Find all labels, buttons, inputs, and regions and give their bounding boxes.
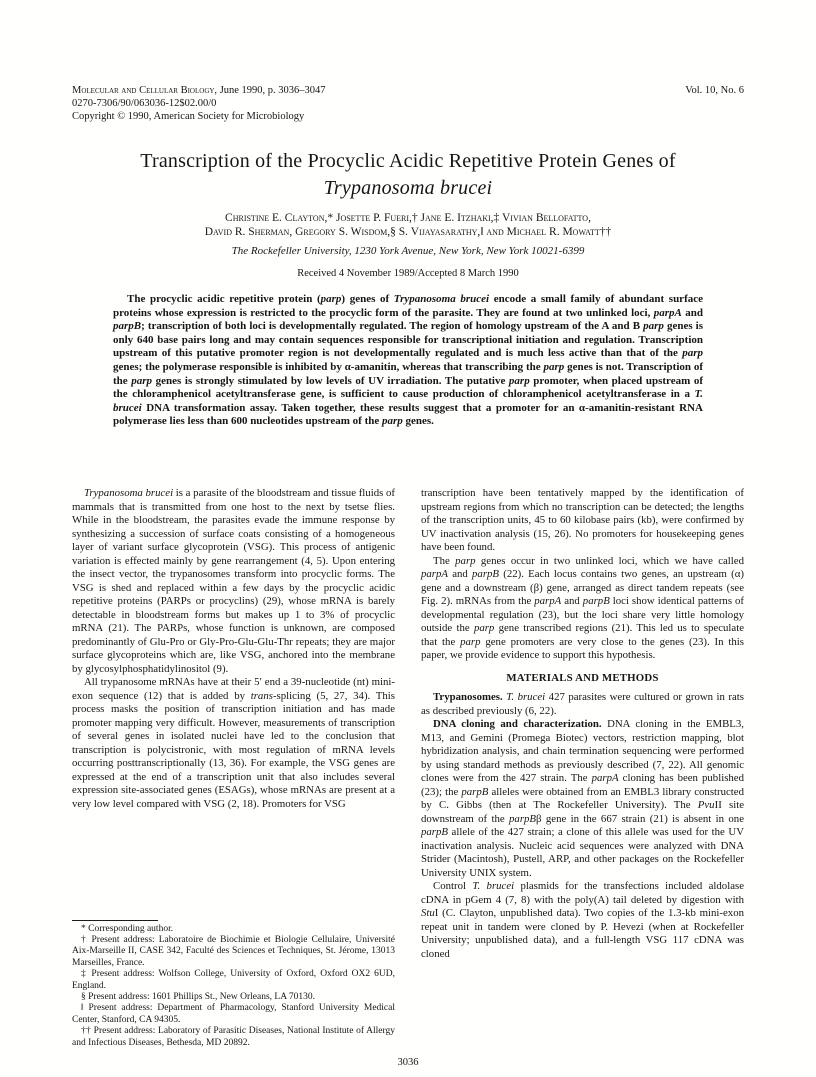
body-columns — [72, 487, 744, 1049]
intro-paragraph-1: Trypanosoma brucei is a parasite of the bloodstream and tissue fluids of mammals that is transmitted from one host to the next by tsetse flies. While in the bloodstream, the parasites evade the immune response by synthesizing a succession of surface coats consisting of a homogeneous layer of variant surface glycoprotein (VSG). This process of antigenic variation is effected mainly by gene rearrangement (4, 5). Upon entering the insect vector, the trypanosomes transform into procyclic forms. The VSG is shed and replaced within a few days by the procyclic acidic repetitive proteins (PARPs or procyclins) (29), whose mRNA is barely detectable in bloodstream forms but makes up 1 to 3% of procyclic mRNA (21). The PARPs, whose function is unknown, are composed predominantly of Glu-Pro or Gly-Pro-Glu-Glu-Thr repeats; they are major surface glycoproteins which are, like VSG, anchored into the membrane by glycosylphosphatidylinositol (9). — [72, 487, 395, 675]
footnote-present-address-itzhaki: ‡ Present address: Wolfson College, University of Oxford, Oxford OX2 6UD, England. — [72, 969, 395, 991]
intro-paragraph-2: All trypanosome mRNAs have at their 5′ end a 39-nucleotide (nt) mini-exon sequence (12) that is added by trans-splicing (5, 27, 34). This process masks the position of transcription initiation and has made promoter mapping very difficult. However, measurements of transcription of several genes in isolated nuclei have led to the conclusion that transcription is polycistronic, with most regulation of mRNA levels occurring posttranscriptionally (13, 36). For example, the VSG genes are expressed at the end of a transcription unit that also includes several expression site-associated genes (ESAGs), whose mRNAs are present at a very low level compared with VSG (2, 18). Promoters for VSG — [72, 676, 395, 810]
left-column — [72, 487, 395, 1049]
footnote-present-address-fueri: † Present address: Laboratoire de Biochimie et Biologie Cellulaire, Université Aix-Marseille II, CASE 342, Faculté des Sciences et Techniques, St. Jérome, 13013 Marseilles, France. — [72, 934, 395, 968]
intro-paragraph-4: The parp genes occur in two unlinked loci, which we have called parpA and parpB (22). Each locus contains two genes, an upstream (α) gene and a downstream (β) gene, arranged as direct tandem repeats (see Fig. 2). mRNAs from the parpA and parpB loci show identical patterns of developmental regulation (23), but the loci share very little homology outside the parp gene transcribed regions (21). This led us to speculate that the parp gene promoters are very close to the genes (23). In this paper, we provide evidence to support this hypothesis. — [421, 554, 745, 661]
footnote-present-address-wisdom: § Present address: 1601 Phillips St., New Orleans, LA 70130. — [81, 991, 316, 1002]
right-column — [421, 487, 744, 1049]
methods-paragraph-dna-cloning: DNA cloning and characterization. DNA cloning in the EMBL3, M13, and Gemini (Promega Biotec) vectors, restriction mapping, blot hybridization analysis, and chain termination sequencing were performed by using standard methods as previously described (7, 22). All genomic clones were from the 427 strain. The parpA cloning has been published (23); the parpB alleles were obtained from an EMBL3 library constructed by C. Gibbs (then at The Rockefeller University). The PvuII site downstream of the parpBβ gene in the 667 strain (21) is absent in one parpB allele of the 427 strain; a clone of this allele was used for the UV inactivation analysis. Nucleic acid sequences were analyzed with DNA Strider (Macintosh), Pustell, ARP, and other packages on the Rockefeller University UNIX system. — [421, 718, 744, 879]
copyright-line: Copyright © 1990, American Society for Microbiology — [72, 111, 305, 122]
article-title-species: Trypanosoma brucei — [323, 177, 493, 199]
masthead-left — [72, 84, 326, 123]
page-header — [72, 84, 744, 123]
footnote-present-address-mowatt: †† Present address: Laboratory of Parasitic Diseases, National Institute of Allergy and Infectious Diseases, Bethesda, MD 20892. — [72, 1026, 395, 1048]
page-number: 3036 — [397, 1057, 419, 1068]
issn-code-line: 0270-7306/90/063036-12$02.00/0 — [72, 98, 217, 109]
methods-paragraph-trypanosomes: Trypanosomes. T. brucei 427 parasites were cultured or grown in rats as described previously (6, 22). — [421, 691, 745, 717]
footnote-block — [72, 920, 395, 1049]
footnote-rule — [72, 920, 158, 921]
methods-paragraph-control-plasmids: Control T. brucei plasmids for the transfections included aldolase cDNA in pGem 4 (7, 8) with the poly(A) tail deleted by digestion with StuI (C. Clayton, unpublished data). Two copies of the 1.3-kb mini-exon repeat unit in tandem were cloned by P. Hevezi (when at Rockefeller University; unpublished data), and a full-length VSG 117 cDNA was cloned — [421, 880, 744, 960]
section-heading-materials-and-methods: MATERIALS AND METHODS — [506, 671, 659, 684]
volume-issue-line: Vol. 10, No. 6 — [685, 85, 744, 96]
authors-line-1: Christine E. Clayton,* Josette P. Fueri,† Jane E. Itzhaki,‡ Vivian Bellofatto, — [225, 212, 591, 224]
article-title-main: Transcription of the Procyclic Acidic Repetitive Protein Genes of — [140, 150, 676, 172]
abstract-paragraph: The procyclic acidic repetitive protein (parp) genes of Trypanosoma brucei encode a small family of abundant surface proteins whose expression is restricted to the procyclic form of the parasite. They are found at two unlinked loci, parpA and parpB; transcription of both loci is developmentally regulated. The region of homology upstream of the A and B parp genes is only 640 base pairs long and may contain sequences responsible for transcriptional initiation and regulation. Transcription upstream of this putative promoter region is not developmentally regulated and is much less active than that of the parp genes; the polymerase responsible is inhibited by α-amanitin, whereas that transcribing the parp genes is not. Transcription of the parp genes is strongly stimulated by low levels of UV irradiation. The putative parp promoter, when placed upstream of the chloramphenicol acetyltransferase gene, is sufficient to cause production of chloramphenicol acetyltransferase in a T. brucei DNA transformation assay. Taken together, these results suggest that a promoter for an α-amanitin-resistant RNA polymerase lies less than 600 nucleotides upstream of the parp genes. — [113, 293, 703, 428]
authors-line-2: David R. Sherman, Gregory S. Wisdom,§ S. Vijayasarathy,‖ and Michael R. Mowatt†† — [204, 226, 612, 238]
intro-paragraph-3-continued: transcription have been tentatively mapped by the identification of upstream regions from which no transcription can be detected; the lengths of the transcription units, 45 to 60 kilobase pairs (kb), were confirmed by UV inactivation analysis (15, 26). No promoters for housekeeping genes have been found. — [421, 487, 744, 553]
author-list — [72, 211, 744, 239]
footnote-present-address-vijayasarathy: ‖ Present address: Department of Pharmacology, Stanford University Medical Center, Stanford, CA 94305. — [72, 1003, 395, 1025]
affiliation-line: The Rockefeller University, 1230 York Avenue, New York, New York 10021-6399 — [231, 245, 585, 257]
article-title — [72, 148, 744, 202]
received-accepted-line: Received 4 November 1989/Accepted 8 March 1990 — [297, 268, 519, 279]
footnote-corresponding-author: * Corresponding author. — [81, 923, 174, 934]
journal-line: Molecular and Cellular Biology, June 1990, p. 3036–3047 — [72, 85, 326, 96]
